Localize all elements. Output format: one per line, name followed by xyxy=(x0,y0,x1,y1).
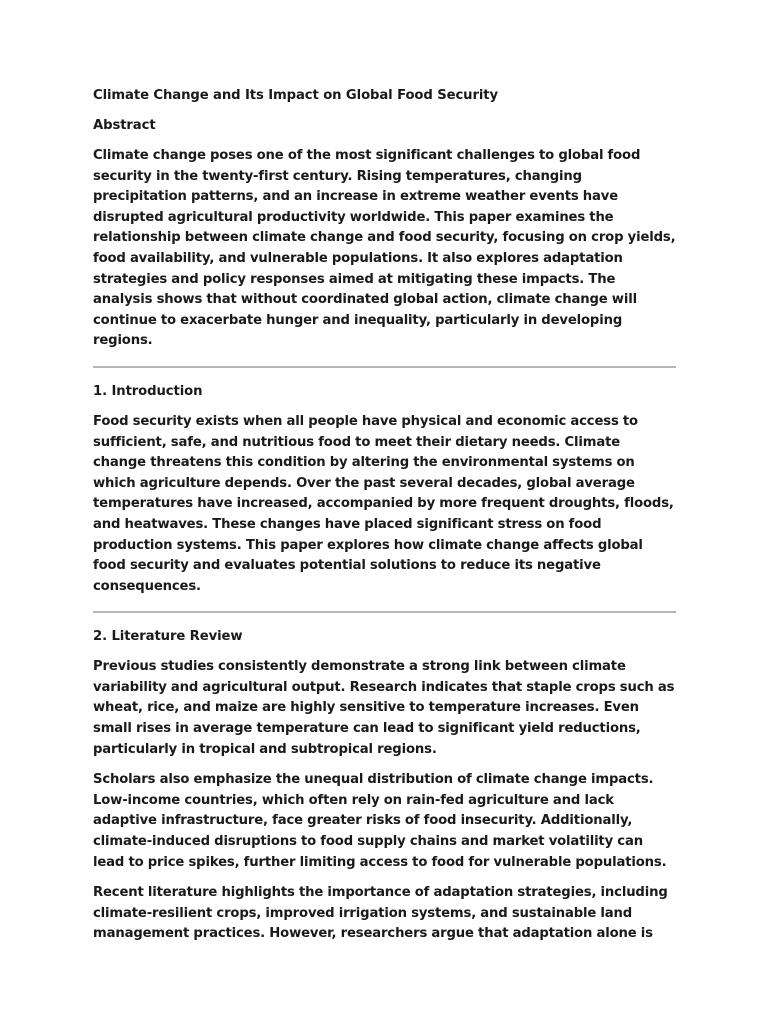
introduction-heading: 1. Introduction xyxy=(93,383,203,399)
section-divider xyxy=(93,366,676,368)
literature-review-paragraph: Scholars also emphasize the unequal distribution of climate change impacts. Low-income countries, which often rely on rain-fed agriculture and lack adaptive infrastructure, face greater risks of food insecurity. Additionally, climate-induced disruptions to food supply chains and market volatility can lead to price spikes, further limiting access to food for vulnerable populations. xyxy=(93,772,667,870)
introduction-section xyxy=(93,382,676,597)
literature-review-paragraph: Previous studies consistently demonstrate a strong link between climate variability and agricultural output. Research indicates that staple crops such as wheat, rice, and maize are highly sensitive to temperature increases. Even small rises in average temperature can lead to significant yield reductions, particularly in tropical and subtropical regions. xyxy=(93,659,675,757)
paper-title: Climate Change and Its Impact on Global Food Security xyxy=(93,88,498,103)
section-divider xyxy=(93,611,676,613)
literature-review-section xyxy=(93,627,676,945)
literature-review-paragraph: Recent literature highlights the importance of adaptation strategies, including climate-resilient crops, improved irrigation systems, and sustainable land management practices. However, researchers argue that adaptation alone is xyxy=(93,885,668,942)
literature-review-heading: 2. Literature Review xyxy=(93,629,243,645)
introduction-paragraph: Food security exists when all people have physical and economic access to sufficient, safe, and nutritious food to meet their dietary needs. Climate change threatens this condition by altering the environmental systems on which agriculture depends. Over the past several decades, global average temperatures have increased, accompanied by more frequent droughts, floods, and heatwaves. These changes have placed significant stress on food production systems. This paper explores how climate change affects global food security and evaluates potential solutions to reduce its negative consequences. xyxy=(93,413,674,594)
document-page xyxy=(93,86,676,955)
abstract-paragraph: Climate change poses one of the most significant challenges to global food security in the twenty-first century. Rising temperatures, changing precipitation patterns, and an increase in extreme weather events have disrupted agricultural productivity worldwide. This paper examines the relationship between climate change and food security, focusing on crop yields, food availability, and vulnerable populations. It also explores adaptation strategies and policy responses aimed at mitigating these impacts. The analysis shows that without coordinated global action, climate change will continue to exacerbate hunger and inequality, particularly in developing regions. xyxy=(93,148,676,349)
abstract-heading: Abstract xyxy=(93,118,156,133)
abstract-section xyxy=(93,116,676,352)
